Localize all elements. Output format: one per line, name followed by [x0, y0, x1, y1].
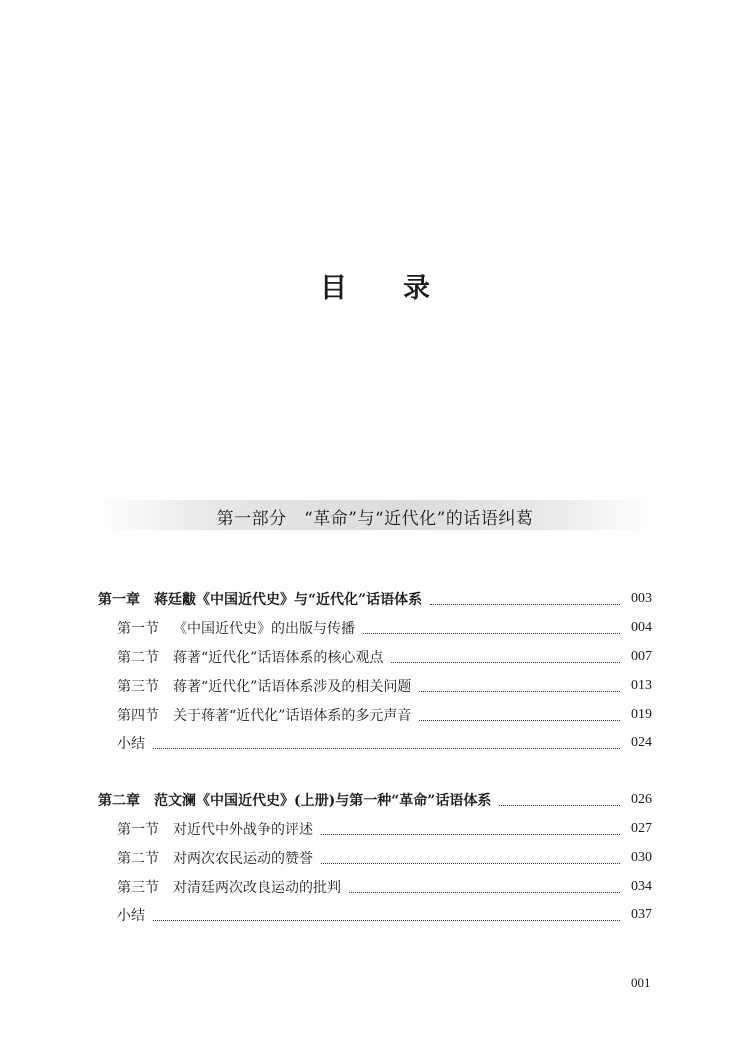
- toc-chapter-2[interactable]: [98, 789, 652, 811]
- page-number: 037: [631, 907, 652, 922]
- page-title-char-2: 录: [403, 273, 430, 304]
- dot-leader: [419, 720, 620, 721]
- dot-leader: [153, 748, 620, 749]
- page-number: 003: [631, 591, 652, 606]
- section-title: 小结: [117, 736, 145, 752]
- section-title: 对清廷两次改良运动的批判: [173, 880, 341, 896]
- dot-leader: [321, 834, 620, 835]
- toc-section[interactable]: [117, 704, 652, 726]
- toc-section[interactable]: [117, 818, 652, 840]
- section-title: 关于蒋著“近代化”话语体系的多元声音: [173, 708, 412, 724]
- dot-leader: [499, 805, 620, 806]
- section-title: 蒋著“近代化”话语体系涉及的相关问题: [173, 679, 412, 695]
- toc-section[interactable]: [117, 847, 652, 869]
- section-title: 对两次农民运动的赞誉: [173, 851, 313, 867]
- toc-section[interactable]: [117, 646, 652, 668]
- page-number: 027: [631, 821, 652, 836]
- section-number: 第二节: [117, 650, 159, 666]
- chapter-number: 第二章: [98, 793, 140, 809]
- page-number: 034: [631, 879, 652, 894]
- dot-leader: [419, 691, 620, 692]
- section-title: 蒋著“近代化”话语体系的核心观点: [173, 650, 384, 666]
- toc-summary[interactable]: [117, 732, 652, 754]
- page-title: [0, 266, 750, 305]
- page-number: 030: [631, 850, 652, 865]
- section-title: 小结: [117, 908, 145, 924]
- dot-leader: [430, 604, 620, 605]
- toc-section[interactable]: [117, 617, 652, 639]
- page-number: 024: [631, 735, 652, 750]
- folio-page-number: 001: [631, 975, 651, 990]
- toc-section[interactable]: [117, 675, 652, 697]
- chapter-number: 第一章: [98, 592, 140, 608]
- chapter-title: 范文澜《中国近代史》(上册)与第一种“革命”话语体系: [154, 793, 492, 809]
- part-title: 第一部分 “革命”与“近代化”的话语纠葛: [216, 509, 534, 529]
- page-title-char-1: 目: [320, 273, 347, 304]
- section-number: 第三节: [117, 679, 159, 695]
- part-banner: [98, 500, 652, 530]
- toc-chapter-1[interactable]: [98, 588, 652, 610]
- toc-summary[interactable]: [117, 904, 652, 926]
- page-number: 007: [631, 649, 652, 664]
- section-number: 第二节: [117, 851, 159, 867]
- page-number: 004: [631, 620, 652, 635]
- section-title: 《中国近代史》的出版与传播: [173, 621, 355, 637]
- dot-leader: [391, 662, 620, 663]
- section-number: 第三节: [117, 880, 159, 896]
- dot-leader: [153, 920, 620, 921]
- dot-leader: [349, 892, 620, 893]
- page-number: 026: [631, 792, 652, 807]
- section-number: 第一节: [117, 621, 159, 637]
- chapter-title: 蒋廷黻《中国近代史》与“近代化”话语体系: [154, 592, 423, 608]
- page-number: 019: [631, 707, 652, 722]
- dot-leader: [363, 633, 620, 634]
- section-number: 第四节: [117, 708, 159, 724]
- page-number: 013: [631, 678, 652, 693]
- section-title: 对近代中外战争的评述: [173, 822, 313, 838]
- section-number: 第一节: [117, 822, 159, 838]
- dot-leader: [321, 863, 620, 864]
- toc-section[interactable]: [117, 876, 652, 898]
